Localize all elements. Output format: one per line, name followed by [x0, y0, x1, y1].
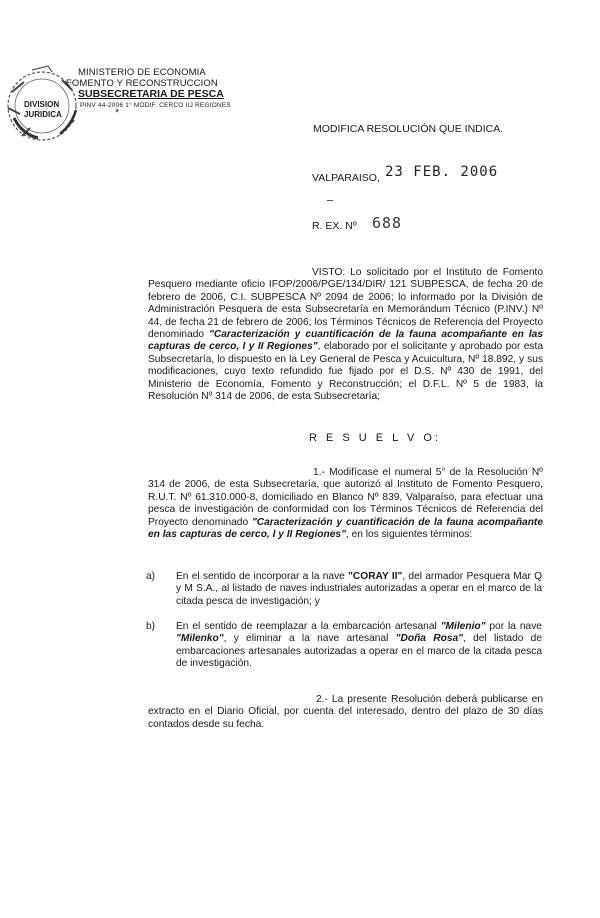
item-2-paragraph: 2.- La presente Resolución deberá publicarse en extracto en el Diario Oficial, por cuenta del interesado, dentro del plazo de 30 días contados desde su fecha. — [148, 694, 543, 730]
subject-line: MODIFICA RESOLUCIÓN QUE INDICA. — [313, 123, 504, 135]
asterisk-mark: * — [115, 107, 120, 119]
rex-number: 688 — [372, 214, 403, 232]
sub-b-vessel-2: "Milenko" — [176, 633, 224, 645]
item-1-text-1: 1.- Modifícase el numeral 5° de la Resolución Nº 314 de 2006, de esta Subsecretaría, que autorizó al Instituto de Fomento Pesquero, R.U.T. Nº 61.310.000-8, domiciliado en Blanco Nº 839, Valparaíso, para efectuar una pesca de investigación de conformidad con los Términos Técnicos de Referencia del Proyecto denominado — [148, 467, 543, 528]
sub-b-text-3: , y eliminar a la nave artesanal — [223, 633, 396, 645]
sub-b-text-1: En el sentido de reemplazar a la embarcación artesanal — [176, 621, 441, 632]
place-label: VALPARAISO, — [312, 172, 380, 184]
resuelvo-heading: R E S U E L V O: — [309, 432, 441, 444]
visto-lead: VISTO: — [312, 267, 346, 278]
item-1-paragraph — [148, 467, 543, 541]
sub-a-marker: a) — [146, 571, 156, 582]
visto-project-name: "Caracterización y cuantificación de la fauna acompañante en las capturas de cerco, I y II Regiones" — [148, 329, 543, 353]
sub-b-paragraph — [176, 621, 542, 671]
dash-mark — [327, 200, 333, 201]
rex-label: R. EX. Nº — [312, 220, 357, 232]
sub-b-text-2: por la nave — [485, 621, 542, 632]
sub-b-text-4: , del listado de embarcaciones artesanales autorizadas a operar en el marco de la citada pesca de investigación. — [176, 633, 542, 670]
sub-a-vessel: "CORAY II" — [348, 571, 403, 582]
visto-text-1: Lo solicitado por el Instituto de Fomento Pesquero mediante oficio IFOP/2006/PGE/134/DIR/ 121 SUBPESCA, de fecha 20 de febrero de 2006, C.I. SUBPESCA Nº 2094 de 2006; lo informado por la División de Administración Pesquera de esta Subsecretaría en Memorándum Técnico (P.INV.) Nº 44, de fecha 21 de febrero de 2006; los Términos Técnicos de Referencia del Proyecto denominado — [148, 267, 543, 341]
division-line-1: DIVISION — [24, 100, 60, 109]
subsecretaria-title: SUBSECRETARIA DE PESCA — [78, 88, 224, 100]
sub-a-text-1: En el sentido de incorporar a la nave — [176, 571, 349, 582]
sub-a-paragraph — [176, 571, 542, 608]
division-label — [24, 100, 62, 119]
item-1-text-2: , en los siguientes términos: — [345, 529, 473, 541]
visto-text-2: , elaborado por el solicitante y aprobado por esta Subsecretaría, lo dispuesto en la Ley General de Pesca y Acuicultura, Nº 18.892, y sus modificaciones, cuyo texto refundido fue fijado por el D.S. Nº 430 de 1991, del Ministerio de Economía, Fomento y Reconstrucción; el D.F.L. Nº 5 de 1983, la Resolución Nº 314 de 2006, de esta Subsecretaría; — [148, 341, 543, 403]
sub-b-marker: b) — [146, 621, 156, 632]
reference-line: PINV 44-2006 1° MODIF. CERCO IIJ REGIONES — [80, 102, 231, 109]
sub-a-text-2: , del armador Pesquera Mar Q y M S.A., al listado de naves industriales autorizadas a operar en el marco de la citada pesca de investigación; y — [176, 571, 543, 607]
handwritten-date: 23 FEB. 2006 — [385, 164, 499, 180]
ministry-line-1: MINISTERIO DE ECONOMIA — [78, 67, 206, 78]
sub-b-vessel-1: "Milenio" — [440, 621, 486, 632]
ministry-line-2: FOMENTO Y RECONSTRUCCION — [66, 78, 218, 89]
visto-paragraph — [148, 267, 543, 403]
sub-b-vessel-3: "Doña Rosa" — [395, 633, 463, 645]
item-1-project-name: "Caracterización y cuantificación de la fauna acompañante en las capturas de cerco, I y II Regiones" — [148, 516, 543, 541]
division-line-2: JURIDICA — [24, 110, 62, 119]
